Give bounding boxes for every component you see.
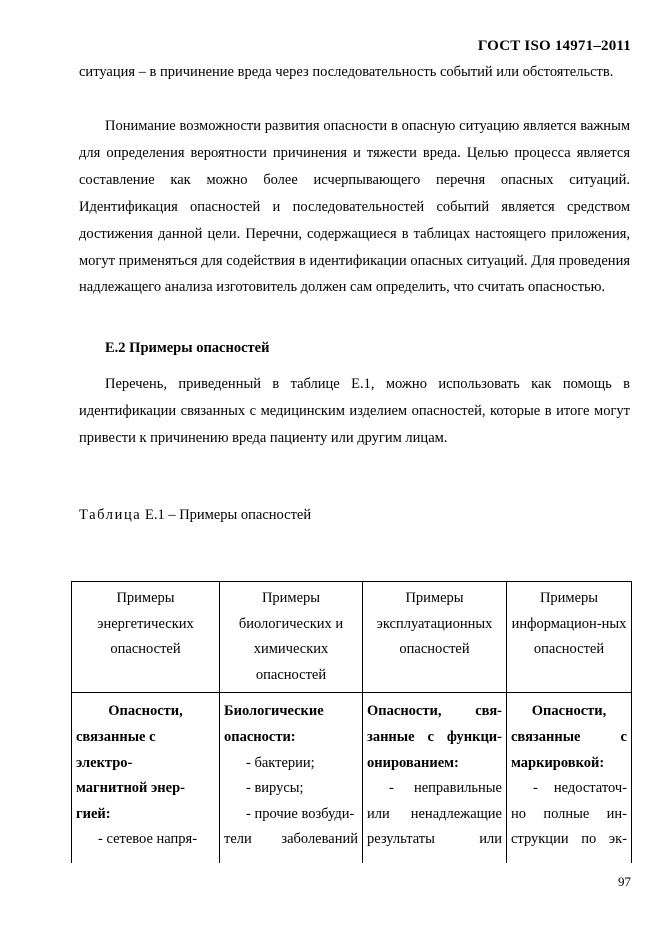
table-caption: [79, 507, 311, 524]
table-caption-text: Е.1 – Примеры опасностей: [141, 507, 312, 523]
cell-title: Биологические: [224, 703, 324, 720]
table-header-row: [72, 582, 632, 693]
list-item: тели заболеваний: [224, 831, 358, 848]
list-item: струкции по эк-: [511, 831, 627, 848]
header-information-hazards: Примеры информацион-ных опасностей: [507, 582, 632, 693]
cell-title: занные с функци-: [367, 728, 502, 745]
cell-title: онированием:: [367, 754, 459, 771]
list-item: - неправильные: [389, 780, 502, 797]
list-item: - вирусы;: [246, 780, 304, 797]
cell-title: Опасности,: [531, 703, 607, 720]
cell-title: электро-: [76, 754, 133, 771]
cell-title: магнитной энер-: [76, 780, 185, 797]
list-item: - бактерии;: [246, 754, 315, 771]
page-number: 97: [618, 874, 631, 889]
cell-energy-hazards: [72, 693, 220, 864]
cell-title: маркировкой:: [511, 754, 605, 771]
cell-title: Опасности, свя-: [367, 703, 502, 720]
header-bio-chem-hazards: Примеры биологических и химических опасностей: [220, 582, 363, 693]
cell-title: опасности:: [224, 728, 296, 745]
hazards-examples-table: [71, 581, 632, 863]
list-item: но полные ин-: [511, 805, 627, 822]
cell-bio-chem-hazards: [220, 693, 363, 864]
section-heading: Е.2 Примеры опасностей: [105, 340, 270, 356]
cell-information-hazards: [507, 693, 632, 864]
table-caption-label: Таблица: [79, 507, 142, 523]
paragraph-continuation: ситуация – в причинение вреда через последовательность событий или обстоятельств.: [79, 64, 614, 80]
list-item: или ненадлежащие: [367, 805, 502, 822]
cell-title: Опасности,: [108, 703, 183, 720]
header-energy-hazards: Примеры энергетических опасностей: [72, 582, 220, 693]
cell-title: гией:: [76, 805, 111, 822]
list-item: - сетевое напря-: [98, 831, 198, 848]
cell-title: связанные с: [511, 728, 627, 745]
paragraph-hazard-understanding: Понимание возможности развития опасности в опасную ситуацию является важным для определения вероятности причинения и тяжести вреда. Целью процесса является составление как можно более исчерпывающего перечня опасных ситуаций. Идентификация опасностей и последовательностей событий является средством достижения данной цели. Перечни, содержащиеся в таблицах настоящего приложения, могут применяться для содействия в идентификации опасных ситуаций. Для проведения надлежащего анализа изготовитель должен сам определить, что считать опасностью.: [79, 118, 630, 296]
table-row: [72, 693, 632, 864]
document-standard-header: ГОСТ ISO 14971–2011: [477, 38, 631, 54]
cell-operational-hazards: [363, 693, 507, 864]
list-item: - недостаточ-: [533, 780, 627, 797]
header-operational-hazards: Примеры эксплуатационных опасностей: [363, 582, 507, 693]
list-item: результаты или: [367, 831, 502, 848]
cell-title: связанные с: [76, 728, 156, 745]
paragraph-hazard-list-usage: Перечень, приведенный в таблице Е.1, можно использовать как помощь в идентификации связанных с медицинским изделием опасностей, которые в итоге могут привести к причинению вреда пациенту или другим лицам.: [79, 376, 630, 446]
list-item: - прочие возбуди-: [246, 805, 355, 822]
